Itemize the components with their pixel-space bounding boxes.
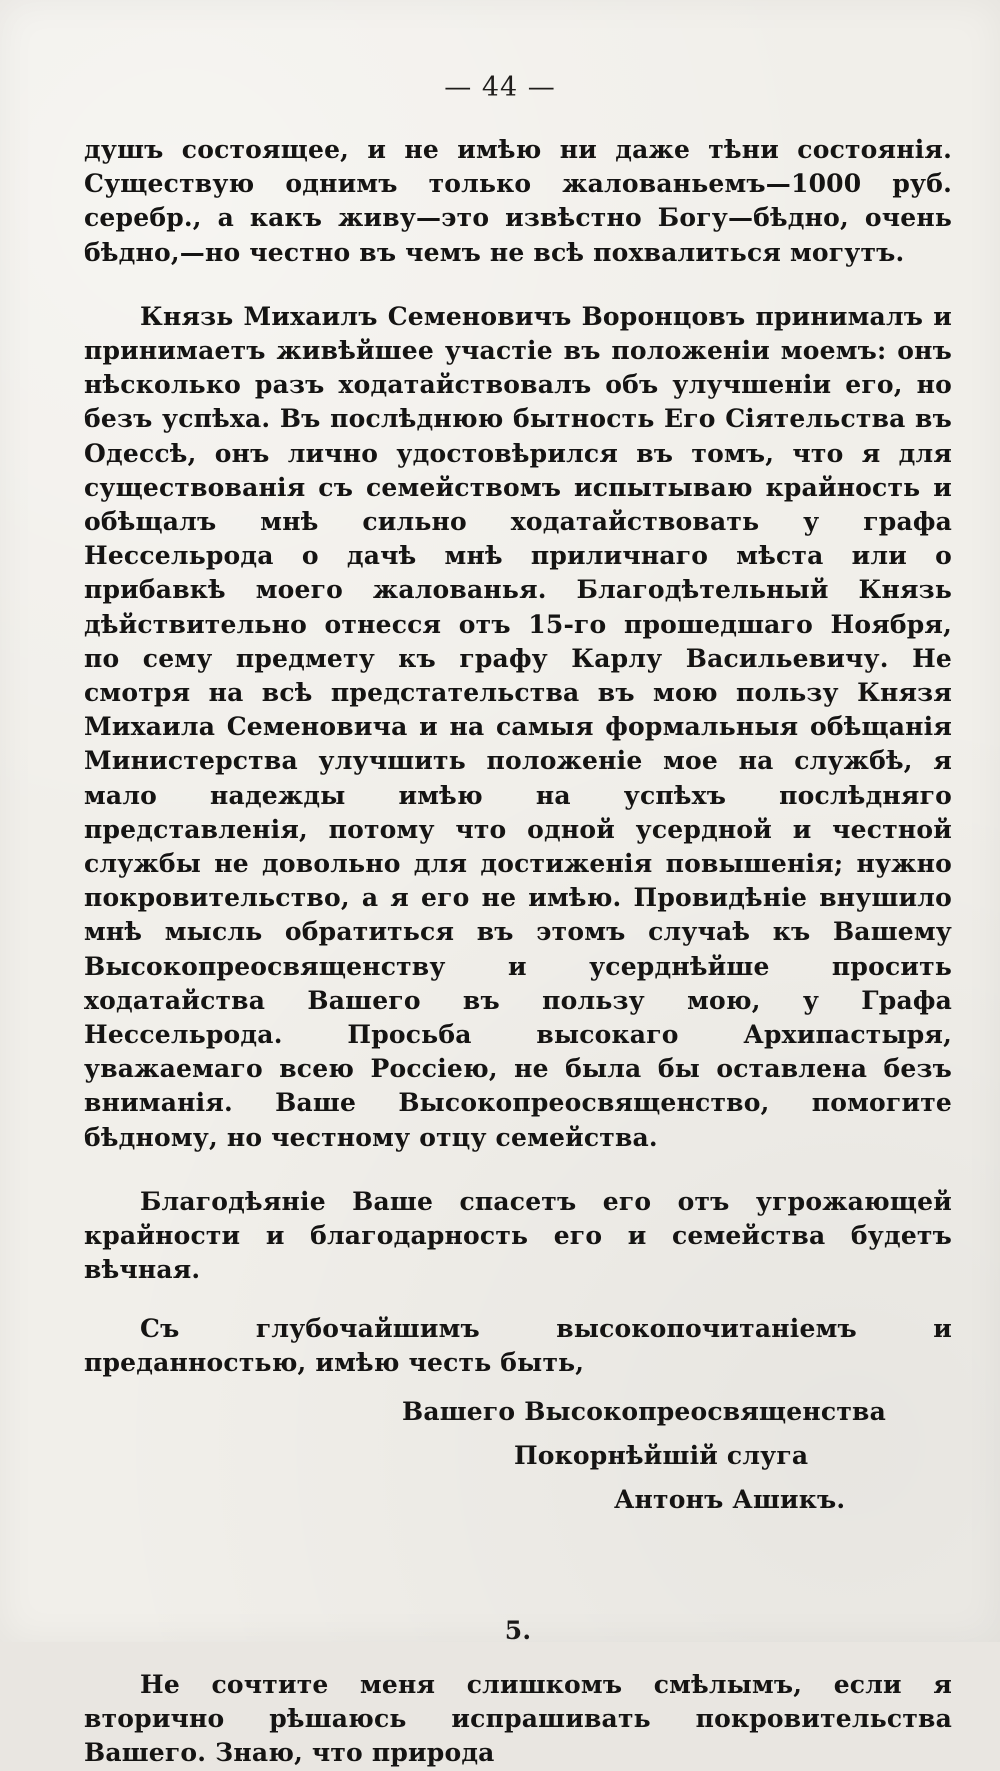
signature-servant: Покорнѣйшій слуга — [514, 1440, 809, 1470]
paragraph-spacer — [84, 270, 952, 300]
paragraph-4: Съ глубочайшимъ высокопочитаніемъ и преданностью, имѣю честь быть, — [84, 1313, 952, 1377]
paragraph-3: Благодѣяніе Ваше спасетъ его отъ угрожающей крайности и благодарность его и семейства будетъ вѣчная. — [84, 1186, 952, 1285]
paragraph-1: душъ состоящее, и не имѣю ни даже тѣни состоянія. Существую однимъ только жалованьемъ—1000 руб. серебр., а какъ живу—это извѣстно Богу—бѣдно, очень бѣдно,—но честно въ чемъ не всѣ похвалиться могутъ. — [84, 135, 952, 267]
paragraph-2: Князь Михаилъ Семеновичъ Воронцовъ принималъ и принимаетъ живѣйшее участіе въ положеніи моемъ: онъ нѣсколько разъ ходатайствовалъ объ улучшеніи его, но безъ успѣха. Въ послѣднюю бытность Его Сіятельства въ Одессѣ, онъ лично удостовѣрился въ томъ, что я для существованія съ семействомъ испытываю крайность и обѣщалъ мнѣ сильно ходатайствовать у графа Нессельрода о дачѣ мнѣ приличнаго мѣста или о прибавкѣ моего жалованья. Благодѣтельный Князь дѣйствительно отнесся отъ 15-го прошедшаго Ноября, по сему предмету къ графу Карлу Васильевичу. Не смотря на всѣ предстательства въ мою пользу Князя Михаила Семеновича и на самыя формальныя обѣщанія Министерства улучшить положеніе мое на службѣ, я мало надежды имѣю на успѣхъ послѣдняго представленія, потому что одной усердной и честной службы не довольно для достиженія повышенія; нужно покровительство, а я его не имѣю. Провидѣніе внушило мнѣ мысль обратиться въ этомъ случаѣ къ Вашему Высокопреосвященству и усерднѣйше просить ходатайства Вашего въ пользу мою, у Графа Нессельрода. Просьба высокаго Архипастыря, уважаемаго всею Россіею, не была бы оставлена безъ вниманія. Ваше Высокопреосвященство, помогите бѣдному, но честному отцу семейства. — [84, 301, 952, 1152]
signature-salutation: Вашего Высокопреосвященства — [402, 1396, 886, 1426]
signature-block — [84, 1390, 952, 1522]
page-number: — 44 — — [444, 72, 556, 103]
paragraph-spacer — [84, 1155, 952, 1185]
final-paragraph: Не сочтите меня слишкомъ смѣлымъ, если я вторично рѣшаюсь испрашивать покровительства Вашего. Знаю, что природа — [84, 1669, 952, 1768]
signature-name: Антонъ Ашикъ. — [614, 1484, 846, 1514]
section-number: 5. — [504, 1615, 532, 1645]
paragraph-spacer — [84, 1288, 952, 1312]
page-content — [84, 133, 952, 1771]
